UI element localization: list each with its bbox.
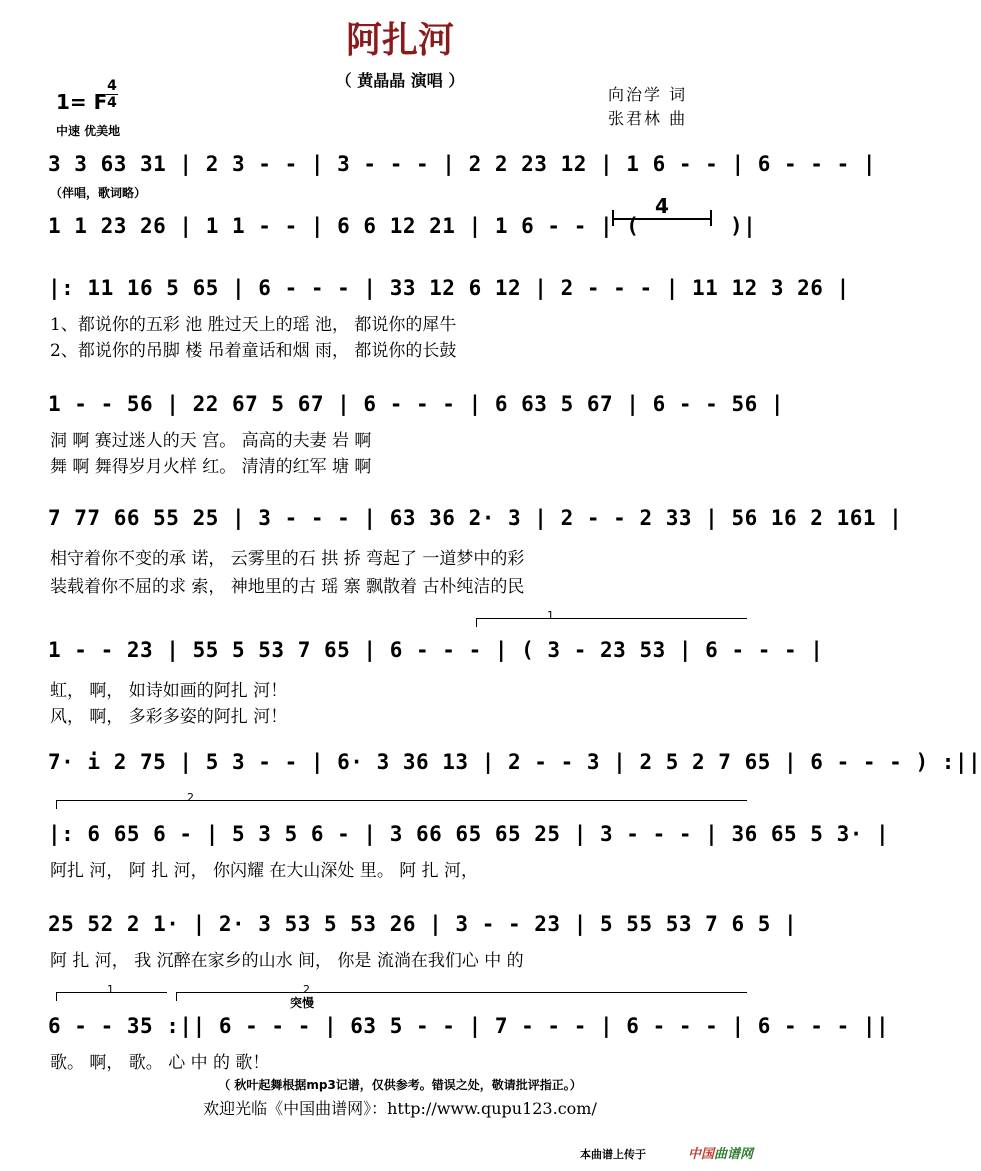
page-title: 阿扎河 [345,19,454,61]
lyric-line-6-verse-1: 虹， 啊， 如诗如画的阿扎 河！ [50,681,288,701]
logo-sub-text: 曲谱网 [714,1147,754,1162]
upload-note: 本曲谱上传于 [580,1148,646,1161]
volta-bracket-10-1: 1 [56,992,167,1001]
score-line-8: |: 6 65 6 - | 5 3 5 6 - | 3 66 65 65 25 | 3 - - - | 36 65 5 3· | [48,822,890,846]
score-line-2: 1 1 23 26 | 1 1 - - | 6 6 12 21 | 1 6 - - | ( [48,214,640,238]
transcription-note: （ 秋叶起舞根据mp3记谱，仅供参考。错误之处，敬请批评指正。） [218,1078,582,1092]
lyric-line-10: 歌。 啊， 歌。 心 中 的 歌！ [50,1053,270,1073]
time-signature [106,78,118,111]
score-line-4: 1 - - 56 | 22 67 5 67 | 6 - - - | 6 63 5 67 | 6 - - 56 | [48,392,785,416]
rest-count: 4 [655,194,669,218]
volta-bracket-2: 2 [56,800,747,809]
score-line-7: 7· i 2 75 | 5 3 - - | 6· 3 36 13 | 2 - - 3 | 2 5 2 7 65 | 6 - - - ) :|| [48,750,981,774]
time-bottom: 4 [107,95,117,111]
score-line-10: 6 - - 35 :|| 6 - - - | 63 5 - - | 7 - - - | 6 - - - | 6 - - - || [48,1014,890,1038]
time-top: 4 [107,78,117,94]
composer: 张君林 曲 [608,109,688,128]
welcome-link[interactable]: 欢迎光临《中国曲谱网》：http://www.qupu123.com/ [203,1099,597,1118]
lyric-line-3-verse-2: 2、都说你的吊脚 楼 吊着童话和烟 雨， 都说你的长鼓 [50,341,457,361]
lyric-line-9: 阿 扎 河， 我 沉醉在家乡的山水 间， 你是 流淌在我们心 中 的 [50,951,524,971]
key-signature: 1= F [56,90,108,114]
score-line-5: 7 77 66 55 25 | 3 - - - | 63 36 2· 3 | 2 - - 2 33 | 56 16 2 161 | [48,506,903,530]
score-line-2-end: )| [730,214,757,238]
lyric-line-6-verse-2: 风， 啊， 多彩多姿的阿扎 河！ [50,707,288,727]
multi-measure-rest [612,194,712,228]
site-logo[interactable] [688,1143,753,1162]
lyric-line-5-verse-2: 装载着你不屈的求 索， 神地里的古 瑶 寨 飘散着 古朴纯洁的民 [50,577,525,597]
score-line-6: 1 - - 23 | 55 5 53 7 65 | 6 - - - | ( 3 - 23 53 | 6 - - - | [48,638,824,662]
score-line-1: 3 3 63 31 | 2 3 - - | 3 - - - | 2 2 23 12 | 1 6 - - | 6 - - - | [48,152,877,176]
volta-bracket-10-2: 2 [176,992,747,1001]
score-line-9: 25 52 2 1· | 2· 3 53 5 53 26 | 3 - - 23 | 5 55 53 7 6 5 | [48,912,798,936]
lyric-line-3-verse-1: 1、都说你的五彩 池 胜过天上的瑶 池， 都说你的犀牛 [50,315,457,335]
lyric-line-4-verse-1: 洞 啊 赛过迷人的天 宫。 高高的夫妻 岩 啊 [50,431,372,451]
lyric-line-4-verse-2: 舞 啊 舞得岁月火样 红。 清清的红军 塘 啊 [50,457,372,477]
accompaniment-note: （伴唱，歌词略） [50,186,147,200]
lyric-line-5-verse-1: 相守着你不变的承 诺， 云雾里的石 拱 挢 弯起了 一道梦中的彩 [50,549,525,569]
slow-marking: 突慢 [290,996,315,1010]
tempo-marking: 中速 优美地 [56,124,121,138]
score-line-3: |: 11 16 5 65 | 6 - - - | 33 12 6 12 | 2 - - - | 11 12 3 26 | [48,276,850,300]
lyric-line-8: 阿扎 河， 阿 扎 河， 你闪耀 在大山深处 里。 阿 扎 河， [50,861,479,881]
performer: （ 黄晶晶 演唱 ） [335,71,465,90]
logo-main-text: 中国 [688,1147,715,1162]
lyricist: 向治学 词 [608,85,688,104]
volta-bracket-1: 1 [476,618,747,627]
